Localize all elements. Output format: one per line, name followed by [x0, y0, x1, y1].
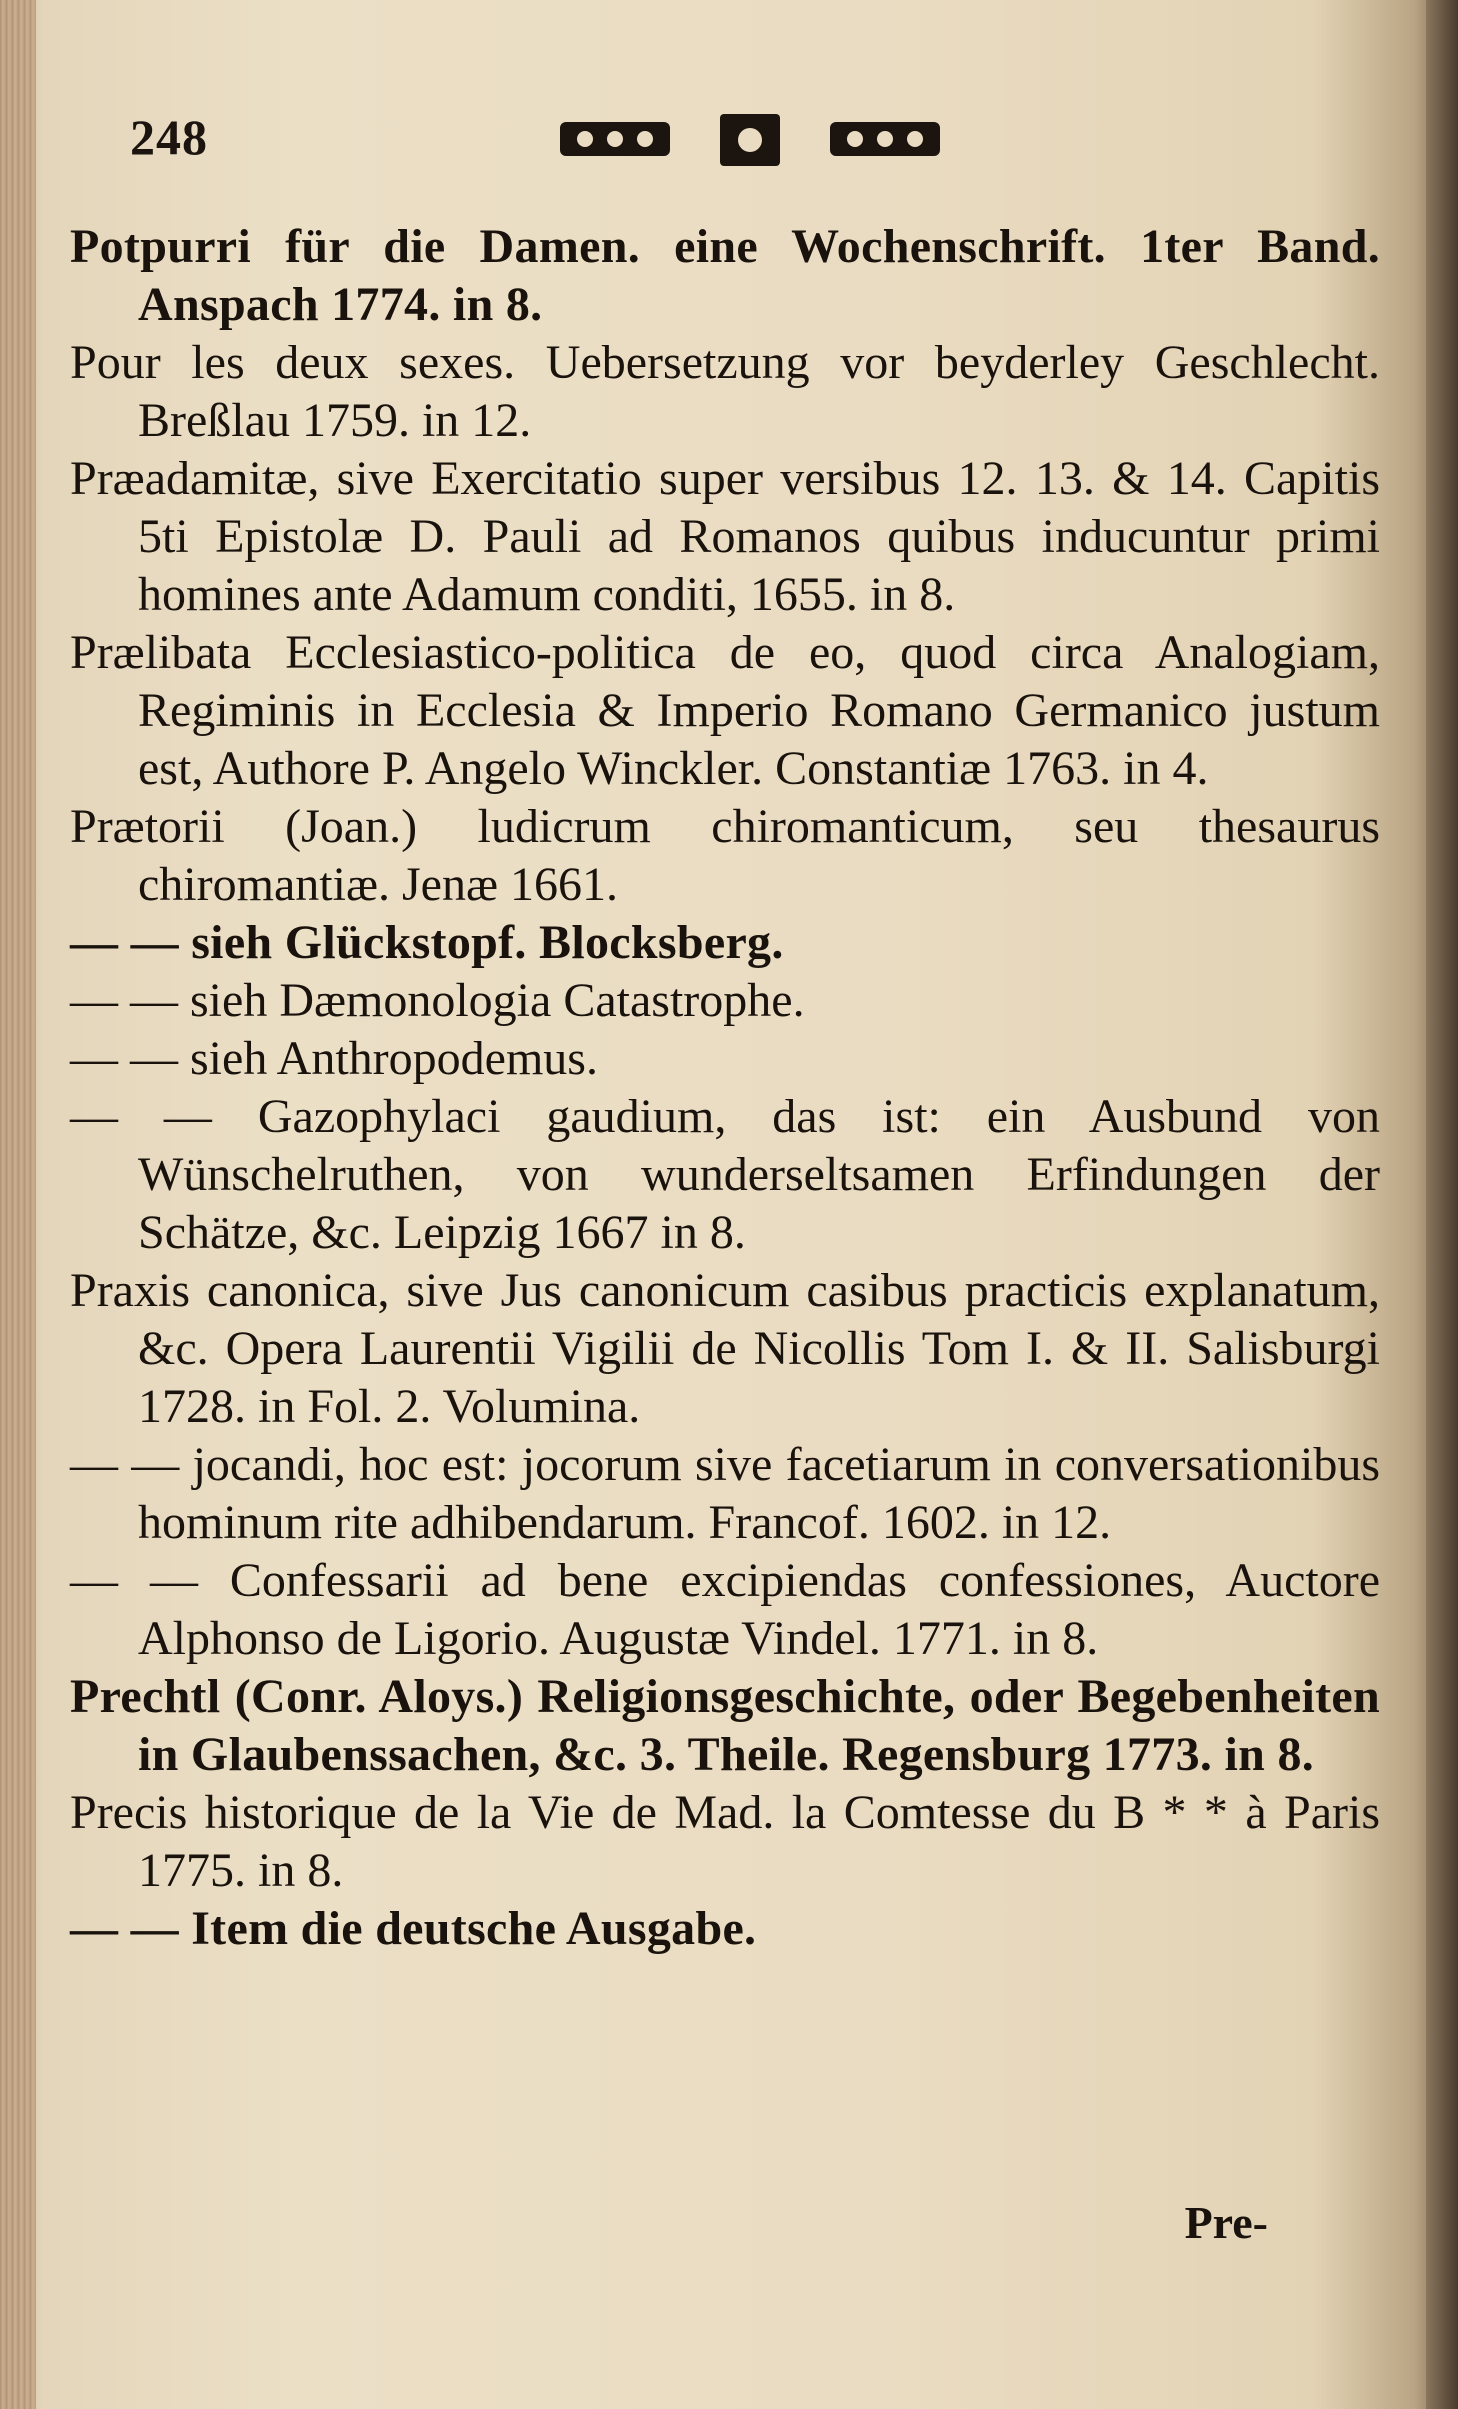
page-edge-right	[1426, 0, 1458, 2409]
catalog-entries	[70, 218, 1380, 1958]
catalog-entry: Praxis canonica, sive Jus canonicum casibus practicis explanatum, &c. Opera Laurentii Vigilii de Nicollis Tom I. & II. Salisburgi 1728. in Fol. 2. Volumina.	[70, 1264, 1380, 1433]
catalog-entry: — — sieh Glückstopf. Blocksberg.	[70, 916, 784, 969]
catalog-entry: Prechtl (Conr. Aloys.) Religionsgeschichte, oder Begebenheiten in Glaubenssachen, &c. 3. Theile. Regensburg 1773. in 8.	[70, 1670, 1380, 1781]
catalog-entry: — — Item die deutsche Ausgabe.	[70, 1902, 757, 1955]
catalog-entry: Pour les deux sexes. Uebersetzung vor beyderley Geschlecht. Breßlau 1759. in 12.	[70, 336, 1380, 447]
catalog-entry: — — sieh Anthropodemus.	[70, 1032, 598, 1085]
catchword: Pre-	[1184, 2197, 1268, 2248]
catalog-entry: — — Confessarii ad bene excipiendas confessiones, Auctore Alphonso de Ligorio. Augustæ Vindel. 1771. in 8.	[70, 1554, 1380, 1665]
fleuron-ornament-icon	[560, 104, 1080, 174]
catalog-entry: Prælibata Ecclesiastico-politica de eo, quod circa Analogiam, Regiminis in Ecclesia & Imperio Romano Germanico justum est, Authore P. Angelo Winckler. Constantiæ 1763. in 4.	[70, 626, 1380, 795]
page-number: 248	[130, 109, 208, 165]
catalog-entry: — — Gazophylaci gaudium, das ist: ein Ausbund von Wünschelruthen, von wunderseltsamen Erfindungen der Schätze, &c. Leipzig 1667 in 8.	[70, 1090, 1380, 1259]
catalog-entry: Precis historique de la Vie de Mad. la Comtesse du B * * à Paris 1775. in 8.	[70, 1786, 1380, 1897]
catalog-entry: Præadamitæ, sive Exercitatio super versibus 12. 13. & 14. Capitis 5ti Epistolæ D. Pauli ad Romanos quibus inducuntur primi homines ante Adamum conditi, 1655. in 8.	[70, 452, 1380, 621]
catalog-entry: — — jocandi, hoc est: jocorum sive facetiarum in conversationibus hominum rite adhibendarum. Francof. 1602. in 12.	[70, 1438, 1380, 1549]
catalog-entry: Potpurri für die Damen. eine Wochenschrift. 1ter Band. Anspach 1774. in 8.	[70, 220, 1380, 331]
page-header	[130, 100, 1330, 180]
catalog-entry: — — sieh Dæmonologia Catastrophe.	[70, 974, 805, 1027]
catalog-entry: Prætorii (Joan.) ludicrum chiromanticum, seu thesaurus chiromantiæ. Jenæ 1661.	[70, 800, 1380, 911]
page-gutter-left	[0, 0, 36, 2409]
